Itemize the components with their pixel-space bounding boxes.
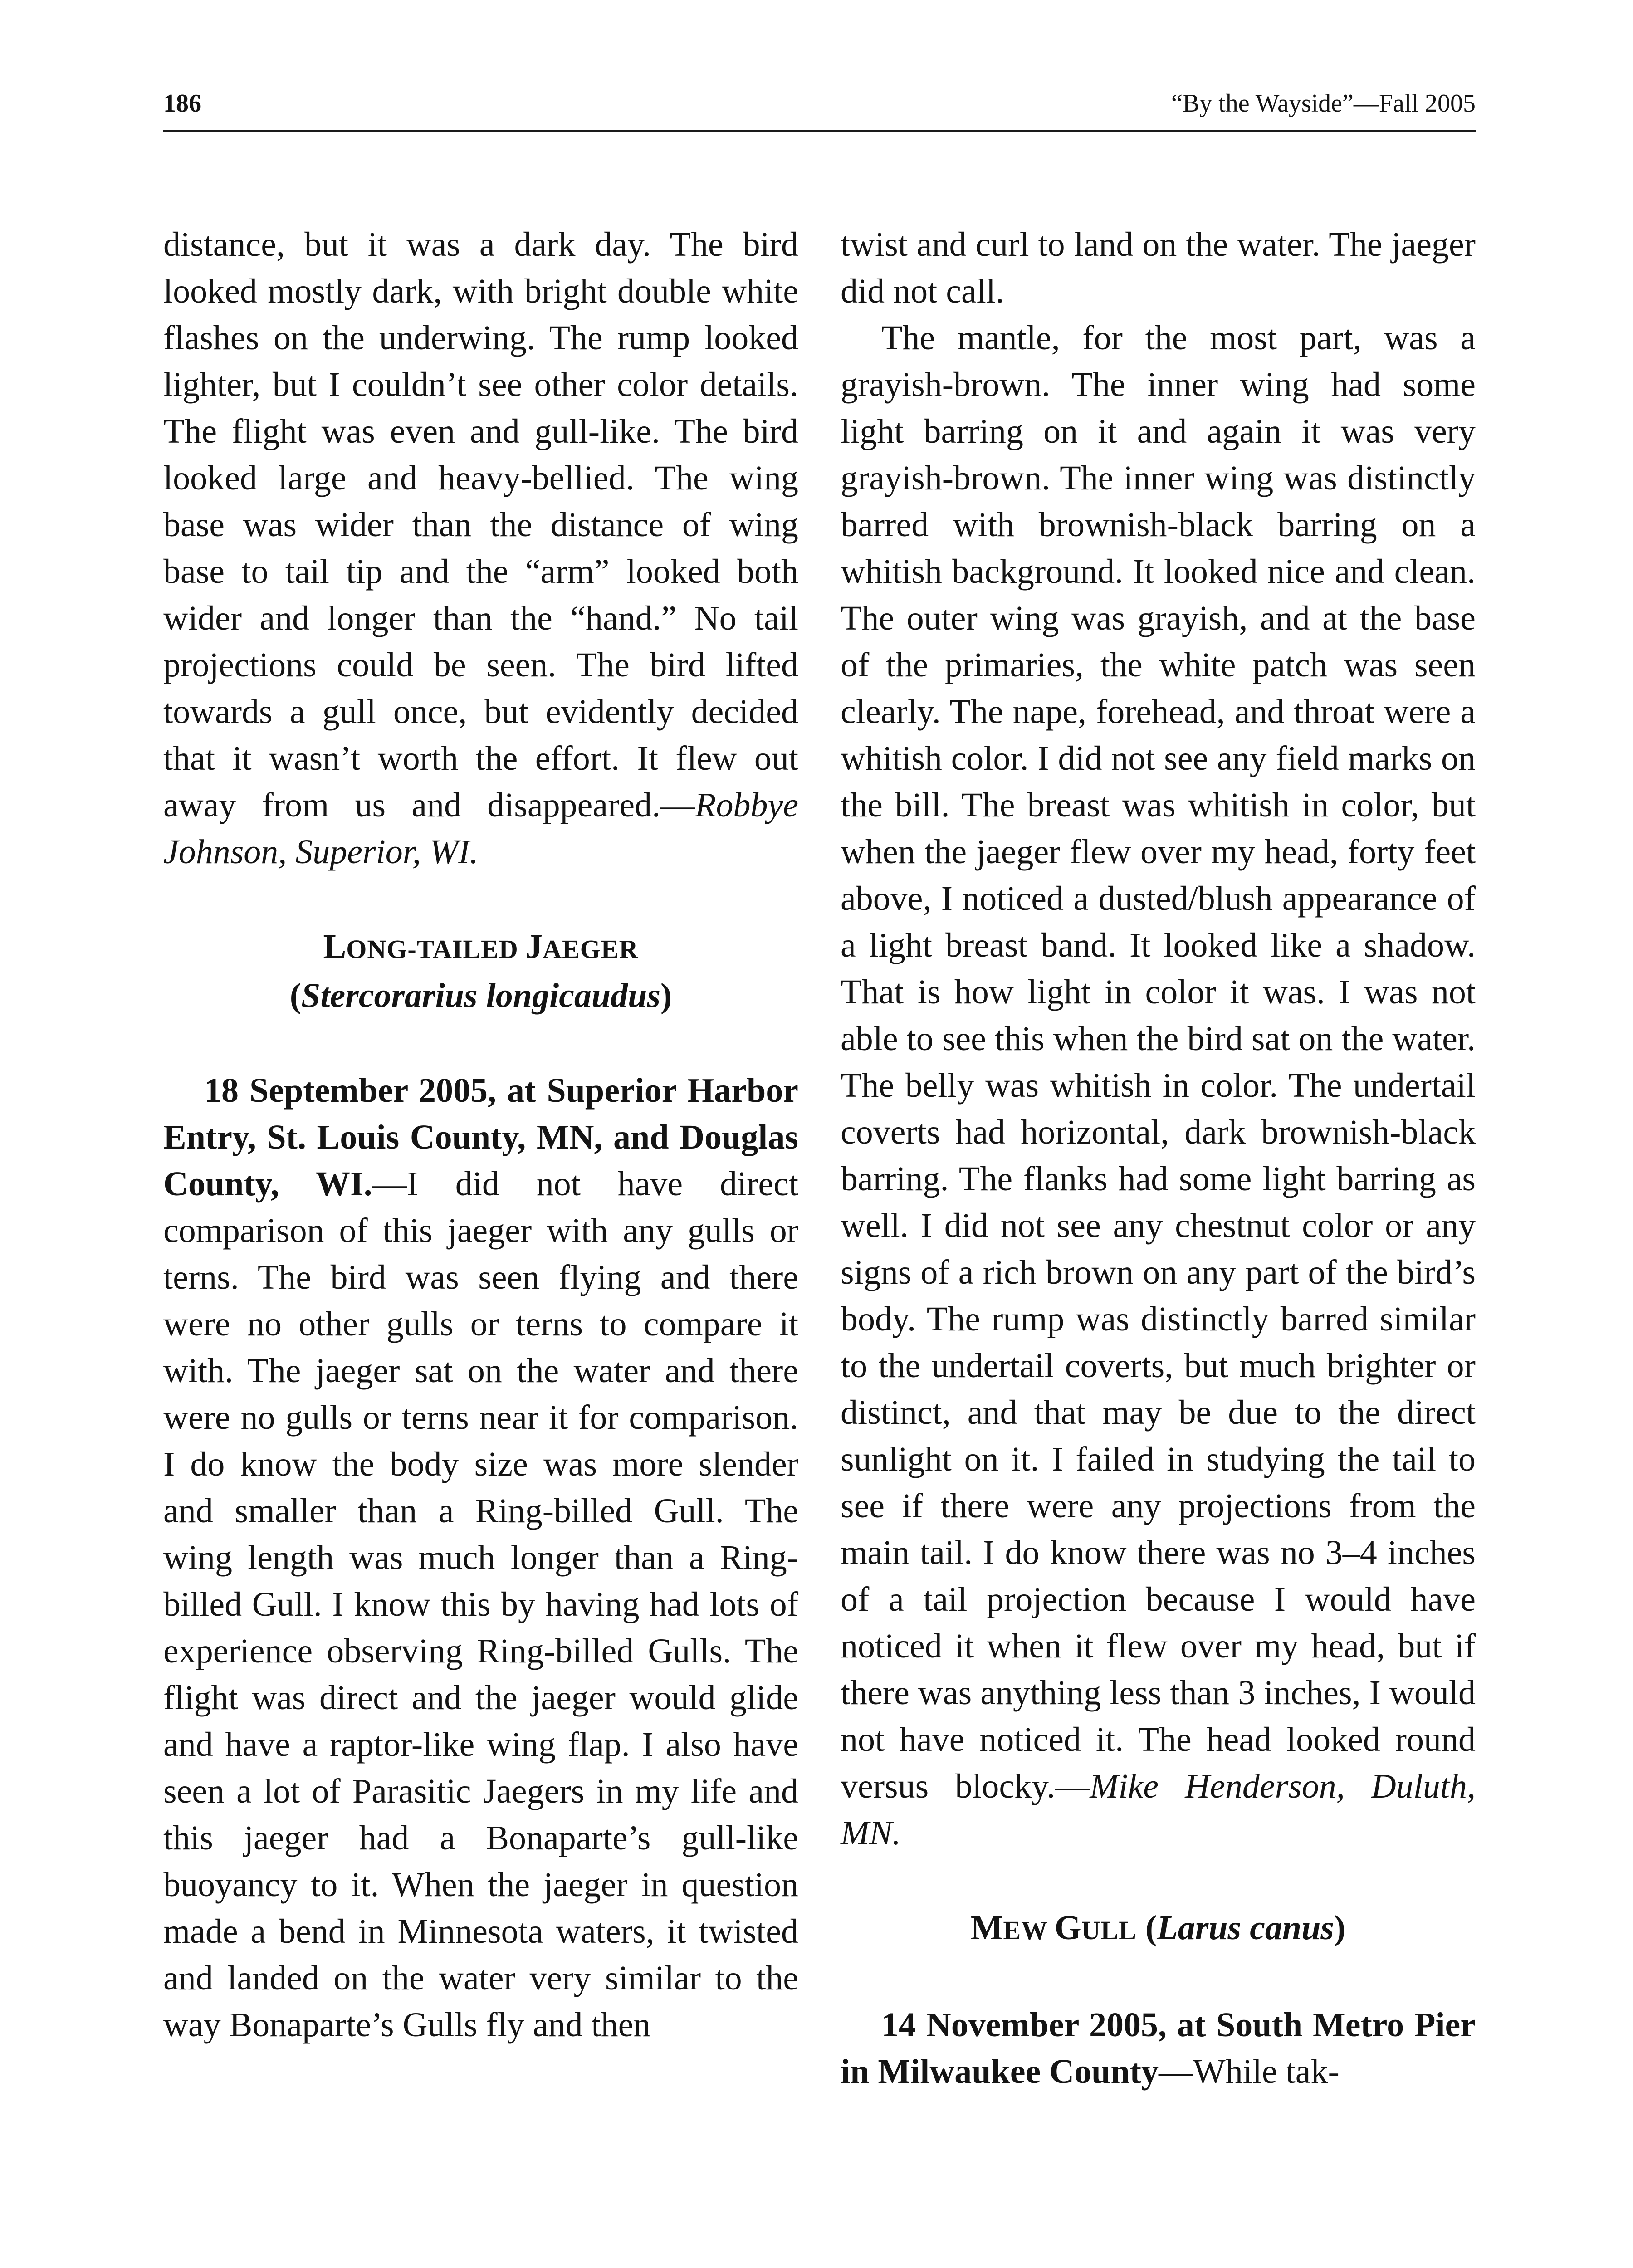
spacer xyxy=(163,1019,798,1067)
author-signature: Robbye Johnson, Superior, WI. xyxy=(163,786,798,871)
paren: ) xyxy=(660,977,672,1015)
paren: ( xyxy=(1136,1909,1157,1947)
paragraph-text: distance, but it was a dark day. The bird looked mostly dark, with bright double white flashes on the underwing. The rump looked lighter, but I couldn’t see other color details. The flight was even and gull-like. The bird looked large and heavy-bellied. The wing base was wider than the distance of wing base to tail tip and the “arm” looked both wider and longer than the “hand.” No tail projections could be seen. The bird lifted towards a gull once, but evidently decided that it wasn’t worth the effort. It flew out away from us and disappeared.— xyxy=(163,225,798,824)
paragraph-continuation: twist and curl to land on the water. The jaeger did not call. xyxy=(841,225,1476,310)
paragraph-robbye-johnson xyxy=(163,221,798,875)
species-heading-long-tailed-jaeger xyxy=(163,924,798,973)
heading-initial: L xyxy=(323,928,347,966)
left-column xyxy=(163,221,798,2048)
spacer xyxy=(841,1857,1476,1905)
running-title: “By the Wayside”—Fall 2005 xyxy=(1171,89,1476,117)
heading-smallcaps: AEGER xyxy=(543,934,639,964)
heading-initial: M xyxy=(970,1909,1003,1947)
scientific-name-line xyxy=(163,973,798,1019)
heading-smallcaps: EW xyxy=(1003,1916,1055,1945)
paragraph-mike-henderson xyxy=(841,315,1476,1857)
heading-initial: J xyxy=(525,928,543,966)
scientific-name: Larus canus xyxy=(1157,1909,1334,1947)
page-number: 186 xyxy=(163,89,201,117)
paragraph-mew-gull-record xyxy=(841,2002,1476,2095)
author-signature: Mike Henderson, Duluth, MN. xyxy=(841,1767,1476,1852)
heading-initial: G xyxy=(1054,1909,1081,1947)
spacer xyxy=(163,875,798,924)
paren: ( xyxy=(289,977,302,1015)
paragraph-text: —I did not have direct comparison of this jaeger with any gulls or terns. The bird was seen flying and there were no other gulls or terns to compare it with. The jaeger sat on the water and there were no gulls or terns near it for comparison. I do know the body size was more slender and smaller than a Ring-billed Gull. The wing length was much longer than a Ring-billed Gull. I know this by having had lots of experience observing Ring-billed Gulls. The flight was direct and the jaeger would glide and have a raptor-like wing flap. I also have seen a lot of Parasitic Jaegers in my life and this jaeger had a Bonaparte’s gull-like buoyancy to it. When the jaeger in question made a bend in Minnesota waters, it twisted and landed on the water very similar to the way Bonaparte’s Gulls fly and then xyxy=(163,1165,798,2044)
paren: ) xyxy=(1334,1909,1346,1947)
record-lead: 18 September 2005, at Superior Harbor Entry, St. Louis County, MN, and Douglas County, WI. xyxy=(163,1071,798,1203)
paragraph-long-tailed-jaeger-record xyxy=(163,1067,798,2048)
species-heading-mew-gull xyxy=(841,1905,1476,1954)
heading-smallcaps: ULL xyxy=(1081,1916,1137,1945)
heading-smallcaps: ONG-TAILED xyxy=(346,934,526,964)
paragraph-text: The mantle, for the most part, was a grayish-brown. The inner wing had some light barring on it and again it was very grayish-brown. The inner wing was distinctly barred with brownish-black barring on a whitish background. It looked nice and clean. The outer wing was grayish, and at the base of the primaries, the white patch was seen clearly. The nape, forehead, and throat were a whitish color. I did not see any field marks on the bill. The breast was whitish in color, but when the jaeger flew over my head, forty feet above, I noticed a dusted/blush appearance of a light breast band. It looked like a shadow. That is how light in color it was. I was not able to see this when the bird sat on the water. The belly was whitish in color. The undertail coverts had horizontal, dark brownish-black barring. The flanks had some light barring as well. I did not see any chestnut color or any signs of a rich brown on any part of the bird’s body. The rump was distinctly barred similar to the undertail coverts, but much brighter or distinct, and that may be due to the direct sunlight on it. I failed in studying the tail to see if there were any projections from the main tail. I do know there was no 3–4 inches of a tail projection because I would have noticed it when it flew over my head, but if there was anything less than 3 inches, I would not have noticed it. The head looked round versus blocky.— xyxy=(841,319,1476,1805)
scientific-name: Stercorarius longicaudus xyxy=(301,977,660,1015)
record-lead: 14 November 2005, at South Metro Pier in Milwaukee County xyxy=(841,2006,1476,2091)
running-header xyxy=(163,84,1476,132)
paragraph-text: —While tak- xyxy=(1158,2053,1340,2091)
right-column xyxy=(841,221,1476,2095)
spacer xyxy=(841,1954,1476,2002)
